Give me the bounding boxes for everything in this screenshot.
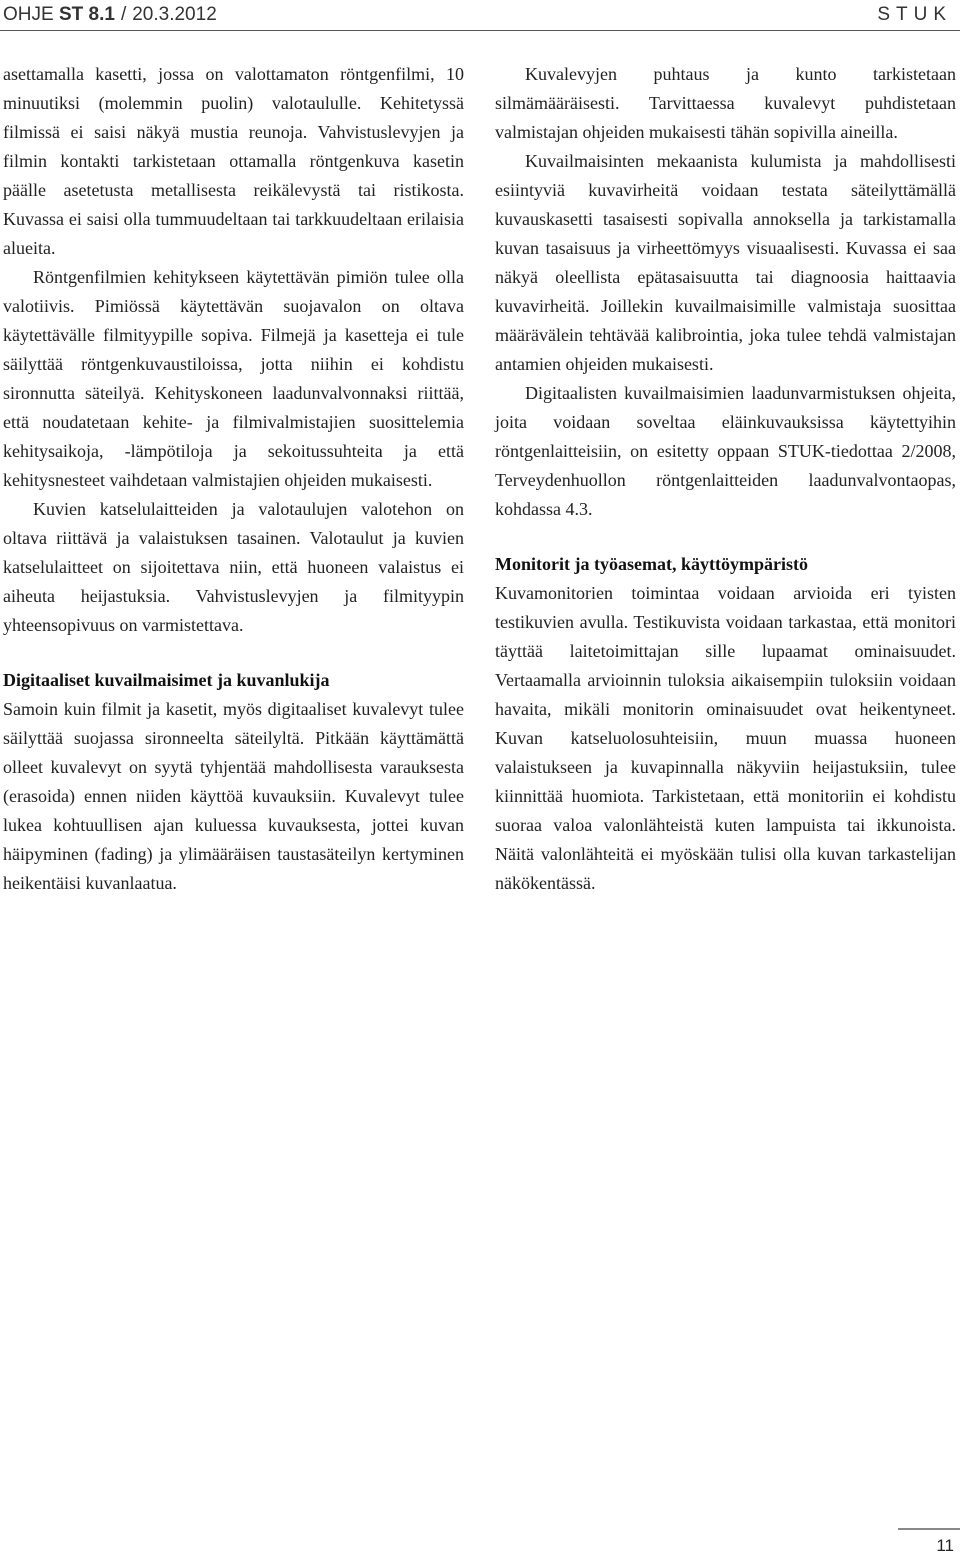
paragraph: Samoin kuin filmit ja kasetit, myös digitaaliset kuvalevyt tulee säilyttää suojassa sironneelta säteilyltä. Pitkään käyttämättä olleet kuvalevyt on syytä tyhjentää mahdollisesta varauksesta (erasoida) ennen niiden käyttöä kuvauksiin. Kuvalevyt tulee lukea kohtuullisen ajan kuluessa kuvauksesta, jottei kuvan häipyminen (fading) ja ylimääräisen taustasäteilyn kertyminen heikentäisi kuvanlaatua. — [3, 699, 464, 893]
paragraph: Kuvien katselulaitteiden ja valotaulujen valotehon on oltava riittävä ja valaistuksen tasainen. Valotaulut ja kuvien katselulaitteet on sijoitettava niin, että huoneen valaistus ei aiheuta heijastuksia. Vahvistuslevyjen ja filmityypin yhteensopivuus on varmistettava. — [3, 499, 464, 635]
paragraph: Digitaalisten kuvailmaisimien laadunvarmistuksen ohjeita, joita voidaan soveltaa eläinkuvauksissa käytettyihin röntgenlaitteisiin, on esitetty oppaan STUK-tiedottaa 2/2008, Terveydenhuollon röntgenlaitteiden laadunvalvontaopas, kohdassa 4.3. — [495, 383, 956, 519]
footer-divider — [898, 1528, 960, 1530]
right-column — [495, 60, 956, 898]
paragraph: Kuvamonitorien toimintaa voidaan arvioida eri tyisten testikuvien avulla. Testikuvista voidaan tarkastaa, että monitori täyttää laitetoimittajan sille lupaamat ominaisuudet. Vertaamalla arvioinnin tuloksia aikaisempiin tuloksiin voidaan havaita, mikäli monitorin ominaisuudet ovat heikentyneet. Kuvan katseluolosuhteisiin, muun muassa huoneen valaistukseen ja kuvapinnalla näkyviin heijastuksiin, tulee kiinnittää huomiota. Tarkistetaan, että monitoriin ei kohdistu suoraa valoa valonlähteistä kuten lampuista tai ikkunoista. Näitä valonlähteitä ei myöskään tulisi olla kuvan tarkastelijan näkökentässä. — [495, 583, 956, 893]
header-guide-label: OHJE — [3, 4, 54, 25]
header-guide-code: ST 8.1 — [58, 4, 115, 25]
header-divider — [0, 30, 960, 31]
section-heading: Digitaaliset kuvailmaisimet ja kuvanlukija — [3, 670, 330, 690]
header-document-info: OHJE ST 8.1 / 20.3.2012 — [3, 4, 217, 25]
header-organization: STUK — [877, 4, 952, 25]
page-header — [0, 0, 960, 30]
section-heading: Monitorit ja työasemat, käyttöympäristö — [495, 554, 808, 574]
left-column — [3, 60, 464, 898]
header-date: 20.3.2012 — [132, 4, 217, 25]
paragraph: asettamalla kasetti, jossa on valottamaton röntgenfilmi, 10 minuutiksi (molemmin puolin) valotaululle. Kehitetyssä filmissä ei saisi näkyä mustia reunoja. Vahvistuslevyjen ja filmin kontakti tarkistetaan ottamalla röntgenkuva kasetin päälle asetetusta metallisesta reikälevystä tai ristikosta. Kuvassa ei saisi olla tummuudeltaan tai tarkkuudeltaan erilaisia alueita. — [3, 64, 464, 258]
paragraph: Kuvailmaisinten mekaanista kulumista ja mahdollisesti esiintyviä kuvavirheitä voidaan testata säteilyttämällä kuvauskasetti tasaisesti sopivalla annoksella ja tarkistamalla kuvan tasaisuus ja virheettömyys visuaalisesti. Kuvassa ei saa näkyä oleellista epätasaisuutta tai diagnoosia haittaavia kuvavirheitä. Joillekin kuvailmaisimille valmistaja suosittaa määrävälein tehtävää kalibrointia, joka tulee tehdä valmistajan antamien ohjeiden mukaisesti. — [495, 151, 956, 374]
page-number: 11 — [936, 1536, 954, 1555]
paragraph: Kuvalevyjen puhtaus ja kunto tarkistetaan silmämääräisesti. Tarvittaessa kuvalevyt puhdistetaan valmistajan ohjeiden mukaisesti tähän sopivilla aineilla. — [495, 64, 956, 142]
paragraph: Röntgenfilmien kehitykseen käytettävän pimiön tulee olla valotiivis. Pimiössä käytettävän suojavalon on oltava käytettävälle filmityypille sopiva. Filmejä ja kasetteja ei tule säilyttää röntgenkuvaustiloissa, jotta niihin ei kohdistu sironnutta säteilyä. Kehityskoneen laadunvalvonnaksi riittää, että noudatetaan kehite- ja filmivalmistajien suosittelemia kehitysaikoja, -lämpötiloja ja sekoitussuhteita ja että kehitysnesteet vaihdetaan valmistajien ohjeiden mukaisesti. — [3, 267, 464, 490]
